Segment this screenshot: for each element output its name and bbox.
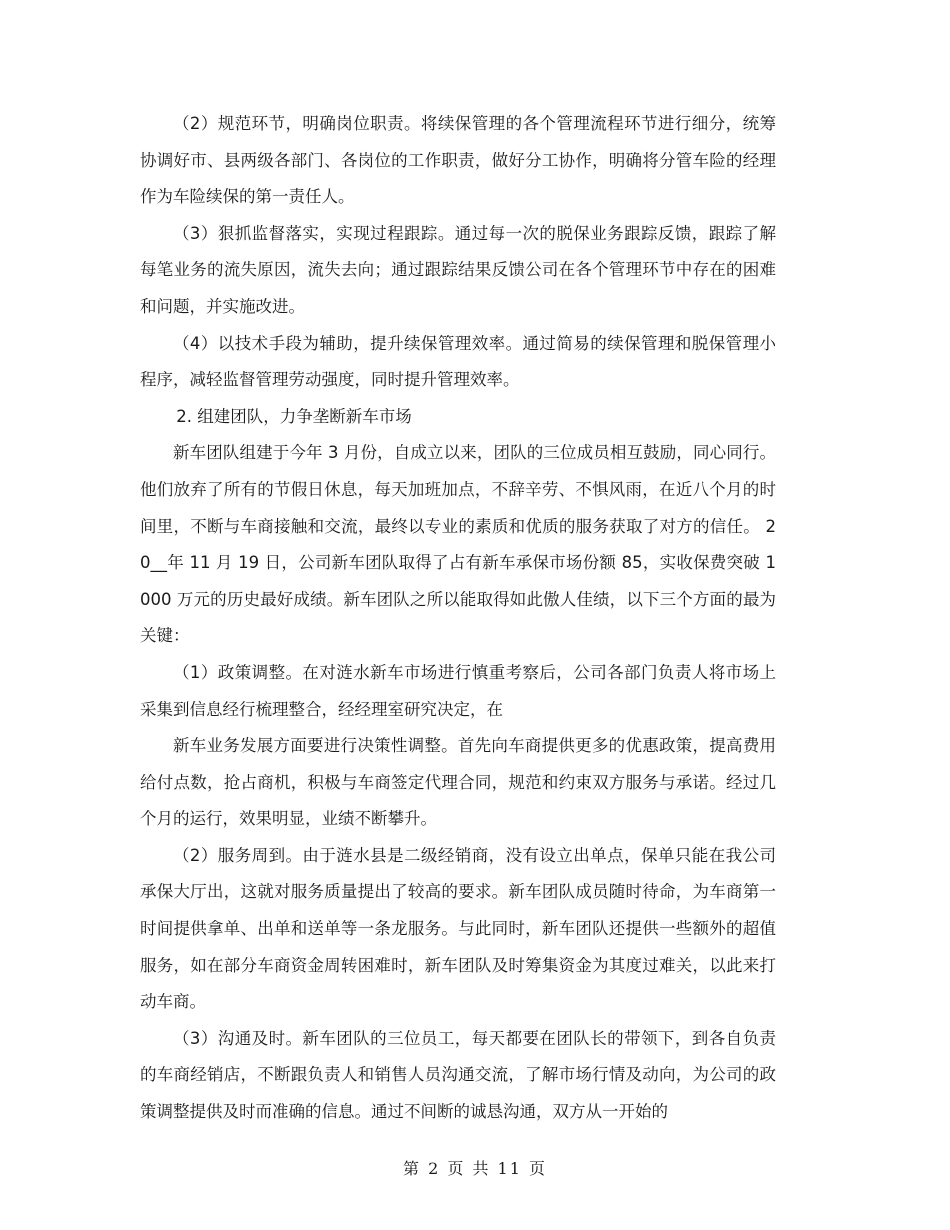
paragraph-supervision: （3）狠抓监督落实，实现过程跟踪。通过每一次的脱保业务跟踪反馈，跟踪了解每笔业务的流失原因，流失去向；通过跟踪结果反馈公司在各个管理环节中存在的困难和问题，并实施改进。 bbox=[140, 223, 776, 316]
paragraph-new-car-team: 新车团队组建于今年 3 月份，自成立以来，团队的三位成员相互鼓励，同心同行。他们放弃了所有的节假日休息，每天加班加点，不辞辛劳、不惧风雨，在近八个月的时间里，不断与车商接触和交流，最终以专业的素质和优质的服务获取了对方的信任。 20__年 11 月 19 日，公司新车团队取得了占有新车承保市场份额 85，实收保费突破 1000 万元的历史最好成绩。新车团队之所以能取得如此傲人佳绩，以下三个方面的最为关键： bbox=[140, 443, 776, 646]
paragraph-renewal-process: （2）规范环节，明确岗位职责。将续保管理的各个管理流程环节进行细分，统筹协调好市、县两级各部门、各岗位的工作职责，做好分工协作，明确将分管车险的经理作为车险续保的第一责任人。 bbox=[140, 114, 776, 207]
document-body bbox=[140, 106, 776, 1131]
paragraph-policy-adjustment-continued: 新车业务发展方面要进行决策性调整。首先向车商提供更多的优惠政策，提高费用给付点数，抢占商机，积极与车商签定代理合同，规范和约束双方服务与承诺。经过几个月的运行，效果明显，业绩不断攀升。 bbox=[140, 736, 776, 829]
page-footer: 第 2 页 共 11 页 bbox=[403, 1159, 547, 1178]
paragraph-technical-means: （4）以技术手段为辅助，提升续保管理效率。通过简易的续保管理和脱保管理小程序，减轻监督管理劳动强度，同时提升管理效率。 bbox=[140, 333, 776, 390]
paragraph-communication: （3）沟通及时。新车团队的三位员工，每天都要在团队长的带领下，到各自负责的车商经销店，不断跟负责人和销售人员沟通交流，了解市场行情及动向，为公司的政策调整提供及时而准确的信息。通过不间断的诚恳沟通，双方从一开始的 bbox=[140, 1028, 776, 1122]
paragraph-policy-adjustment: （1）政策调整。在对涟水新车市场进行慎重考察后，公司各部门负责人将市场上采集到信息经行梳理整合，经经理室研究决定，在 bbox=[140, 662, 776, 719]
paragraph-service: （2）服务周到。由于涟水县是二级经销商，没有设立出单点，保单只能在我公司承保大厅出，这就对服务质量提出了较高的要求。新车团队成员随时待命，为车商第一时间提供拿单、出单和送单等一条龙服务。与此同时，新车团队还提供一些额外的超值服务，如在部分车商资金周转困难时，新车团队及时筹集资金为其度过难关，以此来打动车商。 bbox=[140, 845, 776, 1012]
section-heading-new-car-team: 2. 组建团队，力争垄断新车市场 bbox=[176, 406, 412, 426]
